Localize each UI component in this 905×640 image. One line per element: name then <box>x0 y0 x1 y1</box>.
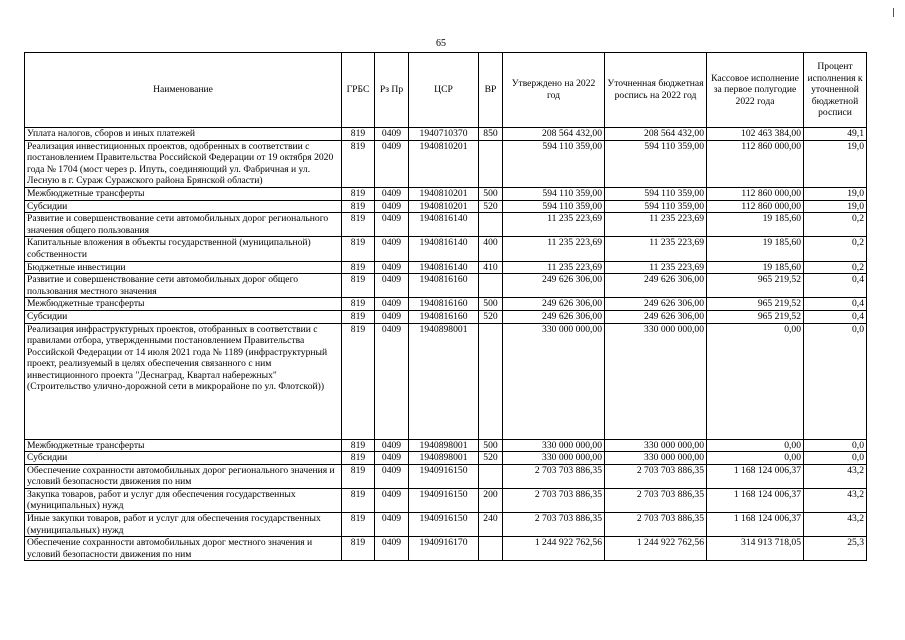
cell-approved: 330 000 000,00 <box>503 452 605 465</box>
cell-cash: 0,00 <box>707 452 804 465</box>
cell-cash: 19 185,60 <box>707 213 804 237</box>
cell-rzpr: 0409 <box>375 513 409 537</box>
cell-name: Бюджетные инвестиции <box>25 261 342 274</box>
cell-cash: 1 168 124 006,37 <box>707 488 804 512</box>
cell-cash: 314 913 718,05 <box>707 537 804 561</box>
cell-cash: 19 185,60 <box>707 237 804 261</box>
cell-cash: 1 168 124 006,37 <box>707 513 804 537</box>
cell-name: Реализация инфраструктурных проектов, отобранных в соответствии с правилами отбора, утвержденными постановлением Правительства Российской Федерации от 14 июля 2021 года № 1189 (инфраструктурный проект, реализуемый в целях обеспечения связанного с ним инвестиционного проекта "Деснаград, Квартал набережных" (Строительство улично-дорожной сети в микрорайоне по ул. Флотской)) <box>25 323 342 439</box>
cell-refined: 1 244 922 762,56 <box>605 537 707 561</box>
table-row <box>25 464 867 488</box>
cell-name: Межбюджетные трансферты <box>25 439 342 452</box>
cell-grbs: 819 <box>342 452 375 465</box>
cell-rzpr: 0409 <box>375 187 409 200</box>
cell-cash: 965 219,52 <box>707 298 804 311</box>
cell-csr: 1940816140 <box>409 213 479 237</box>
cell-grbs: 819 <box>342 200 375 213</box>
cell-refined: 11 235 223,69 <box>605 213 707 237</box>
cell-grbs: 819 <box>342 140 375 187</box>
cell-refined: 11 235 223,69 <box>605 237 707 261</box>
cell-grbs: 819 <box>342 310 375 323</box>
cell-approved: 1 244 922 762,56 <box>503 537 605 561</box>
cell-refined: 249 626 306,00 <box>605 310 707 323</box>
table-row <box>25 128 867 141</box>
cell-percent: 0,4 <box>804 274 867 298</box>
table-row <box>25 513 867 537</box>
column-header-vr: ВР <box>479 53 503 128</box>
cell-cash: 112 860 000,00 <box>707 200 804 213</box>
cell-approved: 594 110 359,00 <box>503 200 605 213</box>
cell-approved: 330 000 000,00 <box>503 323 605 439</box>
cell-vr: 850 <box>479 128 503 141</box>
cell-refined: 2 703 703 886,35 <box>605 513 707 537</box>
cell-rzpr: 0409 <box>375 128 409 141</box>
cell-rzpr: 0409 <box>375 537 409 561</box>
cell-refined: 2 703 703 886,35 <box>605 488 707 512</box>
cell-grbs: 819 <box>342 261 375 274</box>
cell-csr: 1940816160 <box>409 310 479 323</box>
cell-grbs: 819 <box>342 513 375 537</box>
column-header-name: Наименование <box>25 53 342 128</box>
cell-vr: 240 <box>479 513 503 537</box>
page-number: 65 <box>436 38 446 49</box>
table-row <box>25 310 867 323</box>
cell-approved: 330 000 000,00 <box>503 439 605 452</box>
cell-grbs: 819 <box>342 237 375 261</box>
cell-approved: 2 703 703 886,35 <box>503 513 605 537</box>
cell-percent: 25,3 <box>804 537 867 561</box>
cell-rzpr: 0409 <box>375 274 409 298</box>
cell-csr: 1940916150 <box>409 513 479 537</box>
table-row <box>25 274 867 298</box>
cell-refined: 594 110 359,00 <box>605 187 707 200</box>
cell-csr: 1940810201 <box>409 200 479 213</box>
table-body <box>25 128 867 561</box>
cell-csr: 1940898001 <box>409 439 479 452</box>
cell-grbs: 819 <box>342 298 375 311</box>
cell-vr: 520 <box>479 200 503 213</box>
cell-rzpr: 0409 <box>375 488 409 512</box>
cell-percent: 0,2 <box>804 213 867 237</box>
cell-csr: 1940916150 <box>409 488 479 512</box>
cell-rzpr: 0409 <box>375 261 409 274</box>
cell-vr: 200 <box>479 488 503 512</box>
cell-refined: 330 000 000,00 <box>605 452 707 465</box>
cell-csr: 1940916150 <box>409 464 479 488</box>
cell-grbs: 819 <box>342 537 375 561</box>
cell-percent: 43,2 <box>804 513 867 537</box>
cell-cash: 19 185,60 <box>707 261 804 274</box>
cell-cash: 965 219,52 <box>707 310 804 323</box>
cell-grbs: 819 <box>342 274 375 298</box>
cell-cash: 0,00 <box>707 439 804 452</box>
cell-csr: 1940810201 <box>409 140 479 187</box>
cell-cash: 1 168 124 006,37 <box>707 464 804 488</box>
column-header-cash: Кассовое исполнение за первое полугодие 2022 года <box>707 53 804 128</box>
cell-grbs: 819 <box>342 187 375 200</box>
cell-rzpr: 0409 <box>375 310 409 323</box>
cell-vr: 500 <box>479 439 503 452</box>
cell-refined: 11 235 223,69 <box>605 261 707 274</box>
cell-vr <box>479 323 503 439</box>
cell-percent: 0,2 <box>804 237 867 261</box>
cell-name: Капитальные вложения в объекты государственной (муниципальной) собственности <box>25 237 342 261</box>
cell-percent: 49,1 <box>804 128 867 141</box>
cell-approved: 2 703 703 886,35 <box>503 464 605 488</box>
cell-rzpr: 0409 <box>375 140 409 187</box>
cell-name: Обеспечение сохранности автомобильных дорог местного значения и условий безопасности движения по ним <box>25 537 342 561</box>
cell-csr: 1940898001 <box>409 452 479 465</box>
cell-grbs: 819 <box>342 488 375 512</box>
cell-vr: 520 <box>479 452 503 465</box>
cell-name: Уплата налогов, сборов и иных платежей <box>25 128 342 141</box>
cell-grbs: 819 <box>342 323 375 439</box>
cell-rzpr: 0409 <box>375 298 409 311</box>
cell-name: Развитие и совершенствование сети автомобильных дорог регионального значения общего пользования <box>25 213 342 237</box>
cell-vr <box>479 464 503 488</box>
cell-refined: 594 110 359,00 <box>605 200 707 213</box>
cell-vr <box>479 537 503 561</box>
budget-execution-table <box>24 52 867 561</box>
cell-percent: 0,0 <box>804 323 867 439</box>
cell-rzpr: 0409 <box>375 452 409 465</box>
cell-csr: 1940710370 <box>409 128 479 141</box>
cell-vr: 410 <box>479 261 503 274</box>
table-row <box>25 452 867 465</box>
cell-approved: 11 235 223,69 <box>503 213 605 237</box>
table-row <box>25 323 867 439</box>
column-header-refined: Уточненная бюджетная роспись на 2022 год <box>605 53 707 128</box>
table-row <box>25 187 867 200</box>
cell-grbs: 819 <box>342 213 375 237</box>
table-row <box>25 537 867 561</box>
cell-cash: 102 463 384,00 <box>707 128 804 141</box>
cell-refined: 2 703 703 886,35 <box>605 464 707 488</box>
cell-percent: 19,0 <box>804 187 867 200</box>
cell-rzpr: 0409 <box>375 237 409 261</box>
cell-name: Межбюджетные трансферты <box>25 298 342 311</box>
cell-approved: 249 626 306,00 <box>503 274 605 298</box>
column-header-rzpr: Рз Пр <box>375 53 409 128</box>
cell-percent: 0,0 <box>804 439 867 452</box>
cell-cash: 0,00 <box>707 323 804 439</box>
cell-percent: 0,4 <box>804 310 867 323</box>
cell-cash: 112 860 000,00 <box>707 187 804 200</box>
cell-rzpr: 0409 <box>375 200 409 213</box>
cell-name: Субсидии <box>25 310 342 323</box>
table-row <box>25 200 867 213</box>
cell-cash: 965 219,52 <box>707 274 804 298</box>
cell-percent: 19,0 <box>804 140 867 187</box>
cell-name: Иные закупки товаров, работ и услуг для обеспечения государственных (муниципальных) нужд <box>25 513 342 537</box>
cell-refined: 249 626 306,00 <box>605 298 707 311</box>
cell-percent: 19,0 <box>804 200 867 213</box>
table-row <box>25 298 867 311</box>
cell-grbs: 819 <box>342 128 375 141</box>
cell-name: Субсидии <box>25 452 342 465</box>
cell-name: Обеспечение сохранности автомобильных дорог регионального значения и условий безопасности движения по ним <box>25 464 342 488</box>
cell-vr <box>479 140 503 187</box>
cell-grbs: 819 <box>342 464 375 488</box>
cell-csr: 1940916170 <box>409 537 479 561</box>
scan-edge-mark <box>893 8 894 17</box>
cell-rzpr: 0409 <box>375 213 409 237</box>
cell-rzpr: 0409 <box>375 439 409 452</box>
cell-refined: 330 000 000,00 <box>605 439 707 452</box>
table-row <box>25 213 867 237</box>
cell-vr: 500 <box>479 298 503 311</box>
cell-percent: 0,2 <box>804 261 867 274</box>
cell-csr: 1940816140 <box>409 261 479 274</box>
cell-refined: 594 110 359,00 <box>605 140 707 187</box>
table-header-row <box>25 53 867 128</box>
cell-approved: 2 703 703 886,35 <box>503 488 605 512</box>
cell-approved: 249 626 306,00 <box>503 310 605 323</box>
table-row <box>25 261 867 274</box>
column-header-grbs: ГРБС <box>342 53 375 128</box>
cell-percent: 0,0 <box>804 452 867 465</box>
cell-cash: 112 860 000,00 <box>707 140 804 187</box>
cell-approved: 11 235 223,69 <box>503 237 605 261</box>
cell-name: Межбюджетные трансферты <box>25 187 342 200</box>
cell-percent: 0,4 <box>804 298 867 311</box>
cell-approved: 594 110 359,00 <box>503 187 605 200</box>
cell-csr: 1940810201 <box>409 187 479 200</box>
cell-vr: 500 <box>479 187 503 200</box>
cell-vr <box>479 213 503 237</box>
cell-approved: 249 626 306,00 <box>503 298 605 311</box>
cell-approved: 11 235 223,69 <box>503 261 605 274</box>
cell-approved: 594 110 359,00 <box>503 140 605 187</box>
cell-vr: 400 <box>479 237 503 261</box>
cell-refined: 330 000 000,00 <box>605 323 707 439</box>
cell-csr: 1940816160 <box>409 274 479 298</box>
cell-rzpr: 0409 <box>375 323 409 439</box>
cell-rzpr: 0409 <box>375 464 409 488</box>
cell-approved: 208 564 432,00 <box>503 128 605 141</box>
column-header-csr: ЦСР <box>409 53 479 128</box>
cell-refined: 208 564 432,00 <box>605 128 707 141</box>
cell-vr: 520 <box>479 310 503 323</box>
cell-csr: 1940898001 <box>409 323 479 439</box>
table-row <box>25 237 867 261</box>
table-row <box>25 439 867 452</box>
cell-name: Развитие и совершенствование сети автомобильных дорог общего пользования местного значения <box>25 274 342 298</box>
table-row <box>25 140 867 187</box>
cell-name: Реализация инвестиционных проектов, одобренных в соответствии с постановлением Правительства Российской Федерации от 19 октября 2020 года № 1704 (мост через р. Ипуть, соединяющий ул. Фабричная и ул. Лесную в г. Сураж Суражского района Брянской области) <box>25 140 342 187</box>
cell-csr: 1940816160 <box>409 298 479 311</box>
column-header-percent: Процент исполнения к уточненной бюджетной росписи <box>804 53 867 128</box>
cell-name: Субсидии <box>25 200 342 213</box>
cell-percent: 43,2 <box>804 464 867 488</box>
table-row <box>25 488 867 512</box>
column-header-approved: Утверждено на 2022 год <box>503 53 605 128</box>
cell-vr <box>479 274 503 298</box>
cell-percent: 43,2 <box>804 488 867 512</box>
cell-name: Закупка товаров, работ и услуг для обеспечения государственных (муниципальных) нужд <box>25 488 342 512</box>
cell-refined: 249 626 306,00 <box>605 274 707 298</box>
cell-grbs: 819 <box>342 439 375 452</box>
cell-csr: 1940816140 <box>409 237 479 261</box>
